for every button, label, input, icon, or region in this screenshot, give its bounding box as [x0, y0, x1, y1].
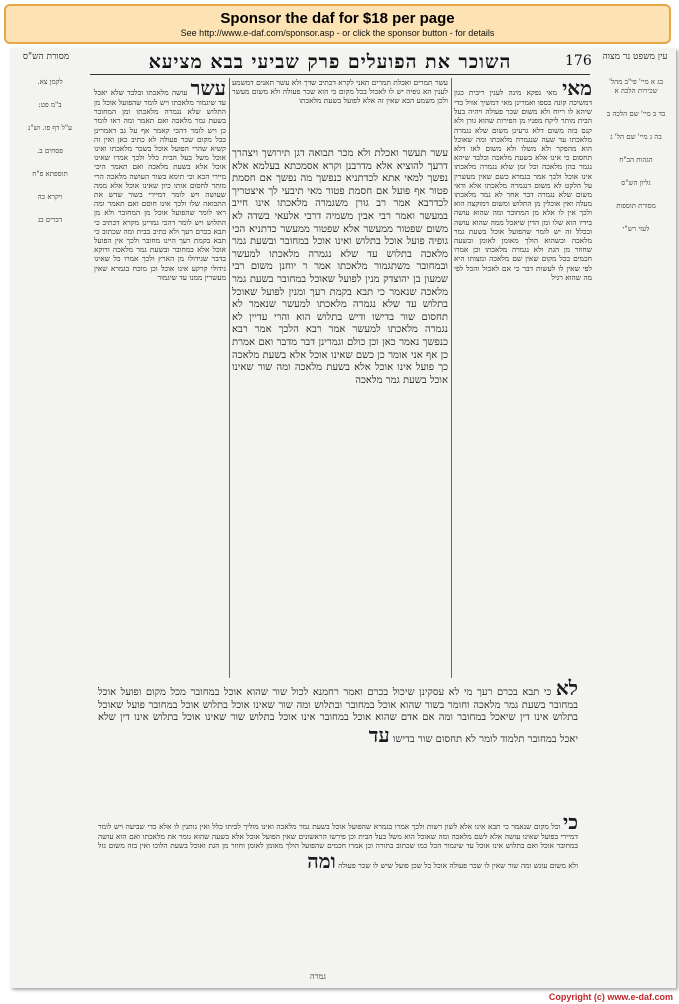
gemara-lower-text: כי תבא בכרם רעך מי לא עסקינן שיכול בכרם ואמר רחמנא לכול שור שהוא אוכל במחובר מכל מקום ופועל אוכל במחובר בשעת גמר מלאכה וחומר בשור שהוא אוכל במחובר ובתלוש ומה שור שאינו אוכל בתלוש אוכל במחובר פועל שאוכל בתלוש אינו דין שיאכל במחובר ומה אם אדם שהוא אוכל במחובר אינו אוכל בתלוש שור שאינו אוכל בתלוש אינו דין שלא יאכל במחובר תלמוד לומר לא תחסום שור בדישו	[98, 687, 578, 745]
margin-note: מסורת תוספות	[616, 202, 656, 210]
uma-opening-word: ומה	[307, 848, 336, 873]
column-divider	[451, 78, 452, 678]
margin-note: גליון הש"ס	[621, 179, 651, 187]
sponsor-subtitle[interactable]: See http://www.e-daf.com/sponsor.asp - or click the sponsor button - for details	[180, 28, 495, 38]
copyright-notice: Copyright (c) www.e-daf.com	[548, 992, 673, 1002]
margin-note: דברים כג	[37, 216, 63, 224]
gemara-top-commentary	[232, 78, 448, 148]
margin-note: בד ב מיי' שם הלכה ב	[606, 110, 666, 118]
ein-mishpat-margin	[600, 78, 672, 978]
masoret-hashas-heading: מסורת הש"ס	[22, 52, 70, 62]
tosafot-text: עושה מלאכתו ובלבד שלא יאכל עד שיגמור מלאכתו ויש לומר שהפועל אוכל מן התלוש שלא נגמרה מלאכתו ומן המחובר בשעת גמר מלאכה ואם תאמר ומה ראו לומר כן ויש לומר דהכי קאמר אף על גב דאמרינן בכל מקום שכר פעולה לא כתיב כאן ואין זה קשיא שהרי הפועל אוכל בשכר מלאכתו ואינו אוכל משל בעל הבית כלל ולכך אמרו שאינו אוכל אלא בשעת מלאכה ואם תאמר היכי מיירי הכא וכי תימא בשור העושה מלאכה הרי מותר לחסום אותו כיון שאינו אוכל אלא ממה שעושה ויש לומר דמיירי בשור שדש את התבואה שלו ולכך אינו חוסם ואם תאמר ומה ראו לומר שהפועל אוכל מן המחובר ולא מן התלוש ויש לומר דהכי גמרינן מקרא דכתיב כי תבא בכרם רעך ולא כתיב בבית ומה שכתוב כי תבא בקמת רעך היינו מחובר ולכך אין הפועל אוכל אלא במחובר ובשעת גמר מלאכה ודוקא בדבר שגידולו מן הארץ ולכך אמרו כל שאינו גידולי קרקע אינו אוכל וכן מוכח בגמרא שאין מעשרין ממנו עד שיגמור	[94, 88, 226, 282]
lo-opening-word: לא	[555, 678, 578, 700]
margin-note: ע"ל דף פו. וש"נ	[27, 124, 73, 132]
margin-note: ויקרא כה	[37, 193, 63, 201]
margin-note: ב"מ פט:	[38, 101, 62, 109]
ein-mishpat-heading: עין משפט נר מצוה	[602, 52, 668, 62]
page-number: 176	[565, 53, 592, 69]
running-title: השוכר את הפועלים פרק שביעי בבא מציעא	[148, 51, 512, 73]
talmud-page	[10, 48, 676, 988]
margin-note: הגהות הב"ח	[619, 156, 653, 164]
masoret-hashas-margin	[14, 78, 86, 978]
ki-opening-word: כי	[562, 812, 578, 834]
gemara-lower-block	[98, 678, 578, 808]
margin-note: בג א מיי' פי"ב מהל' שכירות הלכה א	[608, 78, 663, 95]
tosafot-opening-word: עשר	[190, 78, 226, 100]
bottom-commentary	[98, 812, 578, 952]
bottom-commentary-text: וכל מקום שנאמר כי תבא אינו אלא לשון רשות ולכך אמרו בגמרא שהפועל אוכל בשעת גמר מלאכה ואינו מוליך לביתו כלל ואין נותנין לו אלא כדי שביעה ויש לומר דמיירי בפועל שאינו עושה אלא לשם מלאכה ומה שאוכל הוא משל בעל הבית וכן פירשו הראשונים שאין הפועל אוכל אלא בשעה שהוא גומר את מלאכתו ואם הוא עושה במחובר אוכל ואם בתלוש אינו אוכל עד שיגמור הכל כמו שכתוב בתורה וכן אמרו חכמים שהפועל הולך מאומן לאומן וחוזר מן הגת ואוכל בשעת הלוכו ואין בזה משום גזל ולא משום עונש ומה שור שאין לו שכר פעולה אוכל כל שכן פועל שיש לו שכר פעולה	[98, 822, 578, 870]
rashi-text: מאי נפקא מינה לענין ריבית כגון דמשיכה קונה כספו ואמרינן מאי דמשיך אזיל כדי שיהא לו ריוח ולא משום שכר פעולה ויהיה בעל הבית מותר ליקח מפניו מן הפירות שהוא גורן ולא קנס בזה משום דלא גרעינן משום שלא נגמרה מלאכתו עד שעה שנגמרה מלאכתו ומה שאוכל הוא מהפקר ולא משלו ולא משום לאו דלא תחסום כי אינו אלא בשעת מלאכה ובלבד שיהא נגמר בהן מלאכה וכל זמן שלא נגמרה מלאכתו אינו אוכל ולכך אמר בגמרא כשם שאין מעשרין על הלקט לא משום דנגמרה מלאכתו אלא ודאי משום שלא נגמרה דבר אחר לא גמר מלאכתו מעלה ואין אוכלין מן התלוש ומשום דמוקצה הוא ולכך אין לו אלא מן המחובר ומה שהוא עושה בידיו הוא שלו ומן הדין שיאכל ממה שהוא עושה ובכלל זה יש לומר שהפועל אוכל בשעת גמר מלאכה וכשהוא הולך מאומן לאומן ובשעה שחוזר מן הגת ולא נגמרה מלאכתו וכן אמרו חכמים בכל מקום שאין שם מלאכה ומצותו היא לפי שאין לו לעשות דבר כי אם לאכול והכל לפי מה שהוא רגיל	[454, 88, 592, 282]
gemara-top-text: עשר תמרים ואכלת תמרים תאני לקרא דכתיב שדך ולא עשר תאנים דמשמע לענין הא גופיה יש לו לאכול בכל מקום כי הוא שכר פעולה ולא משום מעשר ולכן משמע הכא שאין זה אלא לפועל בשעת מלאכתו	[232, 78, 448, 106]
gemara-text: עשר תעשר ואכלת ולא מכר תבואה דגן תירושך ויצהרך דרעך להוציא אלא מדרבנן וקרא אסמכתא בעלמא אלא נפשך למאי אתא לכדתניא כנפשך מה נפשך אם חסמת פטור אף פועל אם חסמת פטור מאי תיבעי לך איצטריך לכדרבא אמר רב גורן משגמרה מלאכתו אינו חייב במעשר ואמר רבי אבין משמיה דרבי אלעאי בשדה לא משום שפטור ממעשר אלא שפטור ממעשר כדתניא הכי גופיה פועל אוכל בתלוש ואינו אוכל במחובר ובשעת גמר מלאכה בתלוש עד שלא נגמרה מלאכתו למעשר ובמחובר משתגמור מלאכתו אמר ר יוחנן משום רבי שמעון בן יהוצדק מנין לפועל שאוכל במחובר בשעת גמר מלאכה שנאמר כי תבא בקמת רעך ומנין לפועל שאוכל בתלוש עד שלא נגמרה מלאכתו למעשר שנאמר לא תחסום שור בדישו ודיש בתלוש הוא והרי עדיין לא נגמרה מלאכתו למעשר אמר רבא הלכך אמר רבא כנפשך נאמר כאן וכן כולם וגמרינן דבר מדבר ואם אמרת כן אף אני אומר כן כשם שאינו אוכל אלא בשעת מלאכה כך פועל אינו אוכל אלא בשעת מלאכה ומה שור שאינו אוכל בשעת גמר מלאכה	[232, 148, 448, 386]
sponsor-banner[interactable]	[4, 4, 671, 44]
margin-note: תוספתא פ"ח	[32, 170, 68, 178]
column-divider	[229, 78, 230, 678]
margin-note: לעזי רש"י	[622, 225, 650, 233]
catchword: גמרה	[310, 972, 326, 981]
sponsor-title: Sponsor the daf for $18 per page	[220, 10, 455, 27]
margin-note: פסחים ב.	[37, 147, 63, 155]
gemara-column	[232, 148, 448, 678]
ad-opening-word: עד	[368, 722, 390, 747]
margin-note: בה ג מיי' שם הל' ג	[610, 133, 662, 141]
rashi-opening-word: מאי	[562, 78, 592, 100]
header-rule	[90, 74, 590, 75]
margin-note: לקמן צא.	[37, 78, 63, 86]
page-header	[10, 48, 676, 74]
